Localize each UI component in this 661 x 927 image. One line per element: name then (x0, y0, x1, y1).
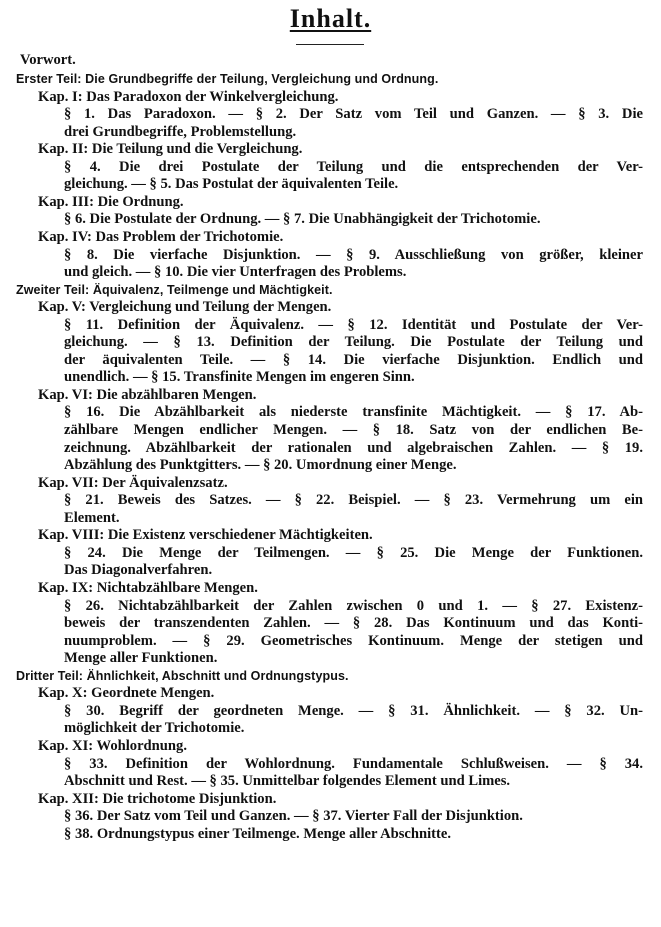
toc-continuation-line: drei Grundbegriffe, Problemstellung. (64, 123, 297, 140)
toc-chapter-heading: Kap. I: Das Paradoxon der Winkelvergleichung. (38, 88, 339, 105)
toc-continuation-line: Abzählung des Punktgitters. — § 20. Umordnung einer Menge. (64, 457, 457, 474)
toc-section-line: § 11. Definition der Äquivalenz. — § 12. Identität und Postulate der Ver- (64, 316, 643, 333)
toc-continuation-line: nuumproblem. — § 29. Geometrisches Kontinuum. Menge der stetigen und (64, 632, 643, 649)
toc-continuation-line: zeichnung. Abzählbarkeit der rationalen und algebraischen Zahlen. — § 19. (64, 439, 643, 456)
toc-section-line: § 36. Der Satz vom Teil und Ganzen. — § 37. Vierter Fall der Disjunktion. (64, 808, 523, 825)
toc-part-heading: Zweiter Teil: Äquivalenz, Teilmenge und Mächtigkeit. (16, 282, 333, 297)
toc-continuation-line: Abschnitt und Rest. — § 35. Unmittelbar folgendes Element und Limes. (64, 773, 511, 789)
toc-chapter-heading: Kap. III: Die Ordnung. (38, 193, 184, 210)
toc-chapter-heading: Kap. II: Die Teilung und die Vergleichung. (38, 141, 303, 158)
toc-section-line: § 24. Die Menge der Teilmengen. — § 25. Die Menge der Funktionen. (64, 544, 643, 561)
toc-continuation-line: gleichung. — § 13. Definition der Teilung. Die Postulate der Teilung und (64, 334, 643, 351)
toc-continuation-line: der äquivalenten Teile. — § 14. Die vierfache Disjunktion. Endlich und (64, 351, 643, 368)
toc-section-line: § 4. Die drei Postulate der Teilung und die entsprechenden der Ver- (64, 158, 643, 175)
toc-continuation-line: zählbare Mengen endlicher Mengen. — § 18. Satz von der endlichen Be- (64, 422, 643, 438)
toc-section-line: § 26. Nichtabzählbarkeit der Zahlen zwischen 0 und 1. — § 27. Existenz- (64, 597, 643, 614)
toc-section-line: § 38. Ordnungstypus einer Teilmenge. Menge aller Abschnitte. (64, 825, 452, 842)
page-title: Inhalt. (289, 4, 372, 33)
toc-chapter-heading: Kap. IX: Nichtabzählbare Mengen. (38, 580, 258, 596)
toc-part-heading: Erster Teil: Die Grundbegriffe der Teilung, Vergleichung und Ordnung. (16, 72, 439, 86)
toc-chapter-heading: Kap. IV: Das Problem der Trichotomie. (38, 229, 284, 245)
toc-chapter-heading: Kap. VIII: Die Existenz verschiedener Mächtigkeiten. (38, 527, 373, 544)
toc-chapter-heading: Kap. XI: Wohlordnung. (38, 737, 187, 754)
toc-continuation-line: unendlich. — § 15. Transfinite Mengen im engeren Sinn. (64, 369, 415, 386)
toc-continuation-line: Element. (64, 509, 120, 526)
toc-continuation-line: gleichung. — § 5. Das Postulat der äquivalenten Teile. (64, 176, 399, 193)
toc-chapter-heading: Kap. X: Geordnete Mengen. (38, 685, 215, 702)
toc-chapter-heading: Kap. VI: Die abzählbaren Mengen. (38, 386, 257, 403)
toc-chapter-heading: Kap. VII: Der Äquivalenzsatz. (38, 474, 228, 491)
toc-chapter-heading: Kap. V: Vergleichung und Teilung der Mengen. (38, 299, 332, 316)
toc-continuation-line: und gleich. — § 10. Die vier Unterfragen des Problems. (64, 264, 407, 281)
toc-continuation-line: Das Diagonalverfahren. (64, 562, 213, 579)
toc-section-line: § 16. Die Abzählbarkeit als niederste transfinite Mächtigkeit. — § 17. Ab- (64, 404, 643, 421)
toc-continuation-line: Menge aller Funktionen. (64, 650, 218, 667)
toc-section-line: § 21. Beweis des Satzes. — § 22. Beispiel. — § 23. Vermehrung um ein (64, 492, 643, 509)
toc-section-line: § 8. Die vierfache Disjunktion. — § 9. Ausschließung von größer, kleiner (64, 246, 643, 263)
toc-section-line: § 1. Das Paradoxon. — § 2. Der Satz vom Teil und Ganzen. — § 3. Die (64, 106, 643, 123)
toc-section-line: § 6. Die Postulate der Ordnung. — § 7. Die Unabhängigkeit der Trichotomie. (64, 211, 541, 228)
toc-section-line: § 30. Begriff der geordneten Menge. — § 31. Ähnlichkeit. — § 32. Un- (64, 702, 643, 719)
toc-chapter-heading: Kap. XII: Die trichotome Disjunktion. (38, 790, 277, 807)
toc-vorwort: Vorwort. (20, 52, 76, 68)
title-rule (296, 44, 364, 45)
toc-continuation-line: beweis der transzendenten Zahlen. — § 28. Das Kontinuum und das Konti- (64, 615, 643, 632)
toc-part-heading: Dritter Teil: Ähnlichkeit, Abschnitt und Ordnungstypus. (16, 668, 349, 683)
toc-section-line: § 33. Definition der Wohlordnung. Fundamentale Schlußweisen. — § 34. (64, 755, 643, 772)
toc-continuation-line: möglichkeit der Trichotomie. (64, 720, 245, 737)
